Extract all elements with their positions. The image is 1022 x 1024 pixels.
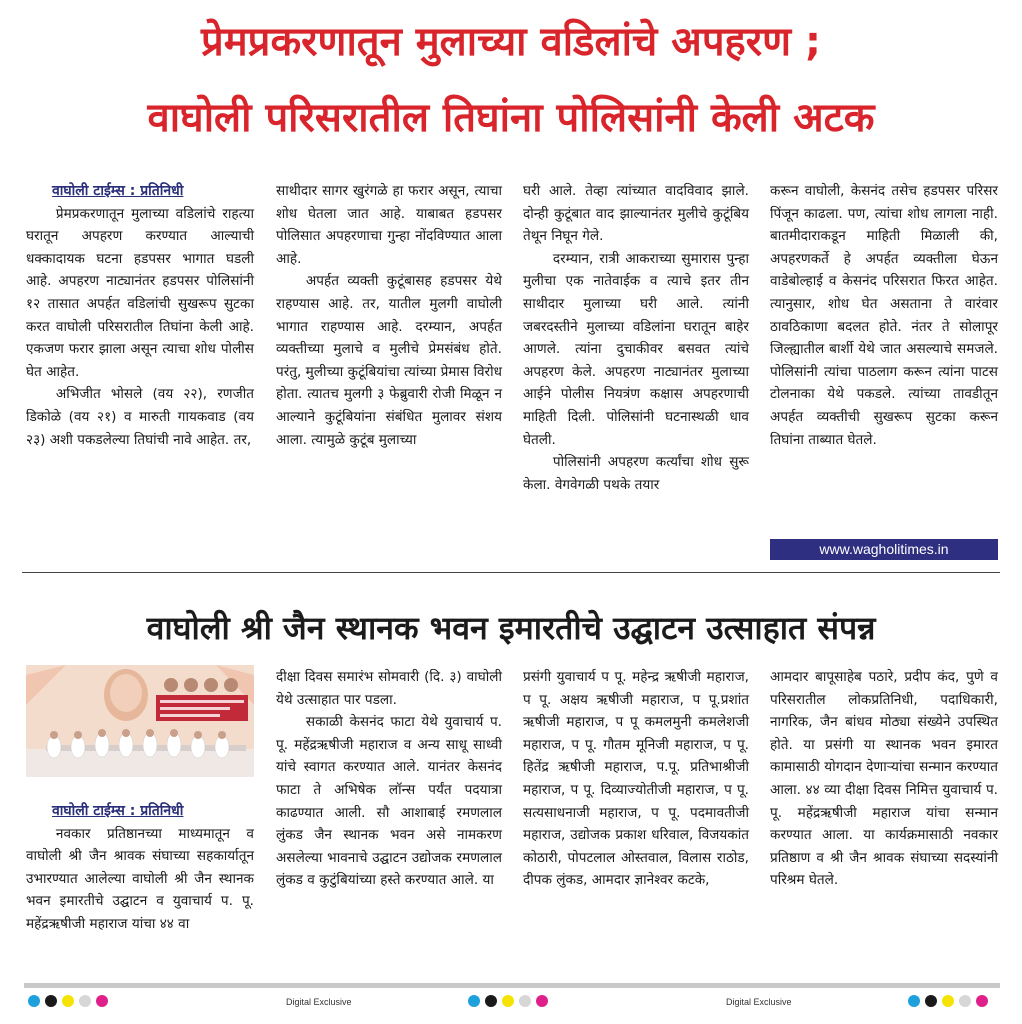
swatch-yellow-dot (62, 995, 74, 1007)
story1-column-3 (523, 180, 749, 496)
story2-col2-para-1: दीक्षा दिवस समारंभ सोमवारी (दि. ३) वाघोली येथे उत्साहात पार पडला. (276, 669, 502, 708)
story1-column-2 (276, 180, 502, 451)
headline-line-1: प्रेमप्रकरणातून मुलाच्या वडिलांचे अपहरण ; (201, 19, 821, 65)
color-swatches-right (908, 995, 988, 1007)
story1-col2-para-1: साथीदार सागर खुरंगळे हा फरार असून, त्याचा शोध घेतला जात आहे. याबाबत हडपसर पोलिसात अपहरणाचा गुन्हा नोंदविण्यात आला आहे. (276, 183, 502, 267)
footer-label-left: Digital Exclusive (286, 997, 352, 1007)
swatch-magenta-dot (976, 995, 988, 1007)
swatch-cyan-dot (28, 995, 40, 1007)
swatch-gray-dot (79, 995, 91, 1007)
story1-col3-para-3: पोलिसांनी अपहरण कर्त्यांचा शोध सुरू केला. वेगवेगळी पथके तयार (523, 454, 749, 493)
story2-column-4 (770, 666, 998, 892)
website-url-banner[interactable]: www.wagholitimes.in (770, 539, 998, 560)
story1-byline[interactable]: वाघोली टाईम्स : प्रतिनिधी (52, 183, 184, 199)
headline-2: वाघोली श्री जैन स्थानक भवन इमारतीचे उद्घाटन उत्साहात संपन्न (146, 609, 876, 647)
story2-col3-para-1: प्रसंगी युवाचार्य प पू. महेन्द्र ऋषीजी महाराज, प पू. अक्षय ऋषीजी महाराज, प पू.प्रशांत ऋषीजी महाराज, प पू कमलमुनी कमलेशजी महाराज, प पू. गौतम मूनिजी महाराज, प पू. हितेंद्र ऋषीजी महाराज, प.पू. प्रतिभाश्रीजी महाराज, प पू. दिव्याज्योतीजी महाराज, प पू. सत्यसाधनाजी महाराज, प पू. पदमावतीजी महाराज, उद्योजक प्रकाश धरिवाल, विजयकांत कोठारी, पोपटलाल ओस्तवाल, विलास राठोड, दीपक लुंकड, आमदार ज्ञानेश्वर कटके, (523, 669, 749, 889)
headline-line-2: वाघोली परिसरातील तिघांना पोलिसांनी केली अटक (147, 95, 875, 141)
swatch-magenta-dot (96, 995, 108, 1007)
story1-col3-para-2: दरम्यान, रात्री आकराच्या सुमारास पुन्हा मुलीचा एक नातेवाईक व त्याचे इतर तीन साथीदार मुलाच्या घरी आले. त्यांनी जबरदस्तीने मुलाच्या वडिलांना घरातून बाहेर आणले. त्यांना दुचाकीवर बसवत त्यांचे अपहरण केले. अपहरण नाट्यानंतर मुलाच्या आईने पोलीस नियत्रंण कक्षास अपहरणाची माहिती दिली. पोलिसांनी घटनास्थळी धाव घेतली. (523, 250, 749, 448)
story2-column-2 (276, 666, 502, 892)
story2-column-3 (523, 666, 749, 892)
story2-col4-para-1: आमदार बापूसाहेब पठारे, प्रदीप कंद, पुणे व परिसरातील लोकप्रतिनिधी, पदाधिकारी, नागरिक, जैन बांधव मोठ्या संख्येने उपस्थित होते. या प्रसंगी या स्थानक भवन इमारत कामासाठी योगदान देणाऱ्यांचा सन्मान करण्यात आला. ४४ व्या दीक्षा दिवस निमित्त युवाचार्य प. पू. महेंद्रऋषीजी महाराज यांचा सन्मान करण्यात आला. या कार्यक्रमासाठी नवकार प्रतिष्ठाण व श्री जैन श्रावक संघाच्या सदस्यांनी परिश्रम घेतले. (770, 669, 998, 889)
footer-bar (24, 983, 1000, 988)
story1-column-4 (770, 180, 998, 451)
story1-col3-para-1: घरी आले. तेव्हा त्यांच्यात वादविवाद झाले. दोन्ही कुटूंबात वाद झाल्यानंतर मुलीचे कुटूंबिय तेथून निघून गेले. (523, 183, 749, 245)
story1-col1-para-1: प्रेमप्रकरणातून मुलाच्या वडिलांचे राहत्या घरातून अपहरण करण्यात आल्याची धक्कादायक घटना हडपसर भागात घडली आहे. अपहरण नाट्यानंतर हडपसर पोलिसांनी १२ तासात अपर्हत वडिलांची सुखरूप सुटका करत वाघोली परिसरातील तिघांना केली आहे. एकजण फरार झाला असून त्याचा शोध पोलीस घेत आहेत. (26, 205, 254, 380)
color-swatches-middle (468, 995, 548, 1007)
story1-col4-para-1: करून वाघोली, केसनंद तसेच हडपसर परिसर पिंजून काढला. पण, त्यांचा शोध लागला नाही. बातमीदाराकडून माहिती मिळाली की, अपहरणकर्ते हे अपर्हत व्यक्तीला घेऊन वाडेबोल्हाई व केसनंद परिसरात फिरत आहेत. त्यानुसार, शोध घेत असताना ते वारंवार ठावठिकाणा बदलत होते. नंतर ते सोलापूर जिल्ह्यातील बार्शी येथे जात असल्याचे समजले. पोलिसांनी त्यांचा पाठलाग करून त्यांना पाटस टोलनाका येथे पकडले. त्यांच्या तावडीतून अपर्हत व्यक्तीची सुखरूप सुटका करून तिघांना ताब्यात घेतले. (770, 183, 998, 448)
swatch-yellow-dot (942, 995, 954, 1007)
story2-col1-para-1: नवकार प्रतिष्ठानच्या माध्यमातून व वाघोली श्री जैन श्रावक संघाच्या सहकार्यातून उभारण्यात आलेल्या वाघोली श्री जैन स्थानक भवन इमारतीचे उद्घाटन व युवाचार्य प. पू. महेंद्रऋषीजी महाराज यांचा ४४ वा (26, 825, 254, 932)
event-photo (26, 665, 254, 777)
story2-byline[interactable]: वाघोली टाईम्स : प्रतिनिधी (52, 803, 184, 819)
event-photo-illustration (26, 665, 254, 777)
swatch-yellow-dot (502, 995, 514, 1007)
swatch-gray-dot (519, 995, 531, 1007)
swatch-black-dot (45, 995, 57, 1007)
color-swatches-left (28, 995, 108, 1007)
footer-label-right: Digital Exclusive (726, 997, 792, 1007)
swatch-cyan-dot (908, 995, 920, 1007)
swatch-gray-dot (959, 995, 971, 1007)
story2-col2-para-2: सकाळी केसनंद फाटा येथे युवाचार्य प. पू. महेंद्रऋषीजी महाराज व अन्य साधू साध्वी यांचे स्वागत करण्यात आले. यानंतर केसनंद फाटा ते अभिषेक लॉन्स पर्यंत पदयात्रा काढण्यात आली. सौ आशाबाई रमणलाल लुंकड जैन स्थानक भवन असे नामकरण असलेल्या भावनाचे उद्घाटन उद्योजक रमणलाल लुंकड व कुटुंबियांच्या हस्ते करण्यात आले. या (276, 714, 502, 889)
swatch-black-dot (925, 995, 937, 1007)
story1-col1-para-2: अभिजीत भोसले (वय २२), रणजीत डिकोळे (वय २१) व मारुती गायकवाड (वय २३) अशी पकडलेल्या तिघांची नावे आहेत. तर, (26, 386, 254, 448)
swatch-cyan-dot (468, 995, 480, 1007)
swatch-magenta-dot (536, 995, 548, 1007)
story1-col2-para-2: अपर्हत व्यक्ती कुटूंबासह हडपसर येथे राहण्यास आहे. तर, यातील मुलगी वाघोली भागात राहण्यास आहे. दरम्यान, अपर्हत व्यक्तीच्या मुलाचे व मुलीचे प्रेमसंबंध होते. परंतु, मुलीच्या कुटूंबियांचा त्यांच्या प्रेमास विरोध होता. त्यातच मुलगी ३ फेब्रुवारी रोजी मिळून न आल्याने कुटूंबियांना संबंधित मुलावर संशय आला. त्यामुळे कुटूंब मुलाच्या (276, 273, 502, 448)
story2-column-1 (26, 800, 254, 936)
swatch-black-dot (485, 995, 497, 1007)
story1-column-1 (26, 180, 254, 451)
section-divider (22, 572, 1000, 573)
